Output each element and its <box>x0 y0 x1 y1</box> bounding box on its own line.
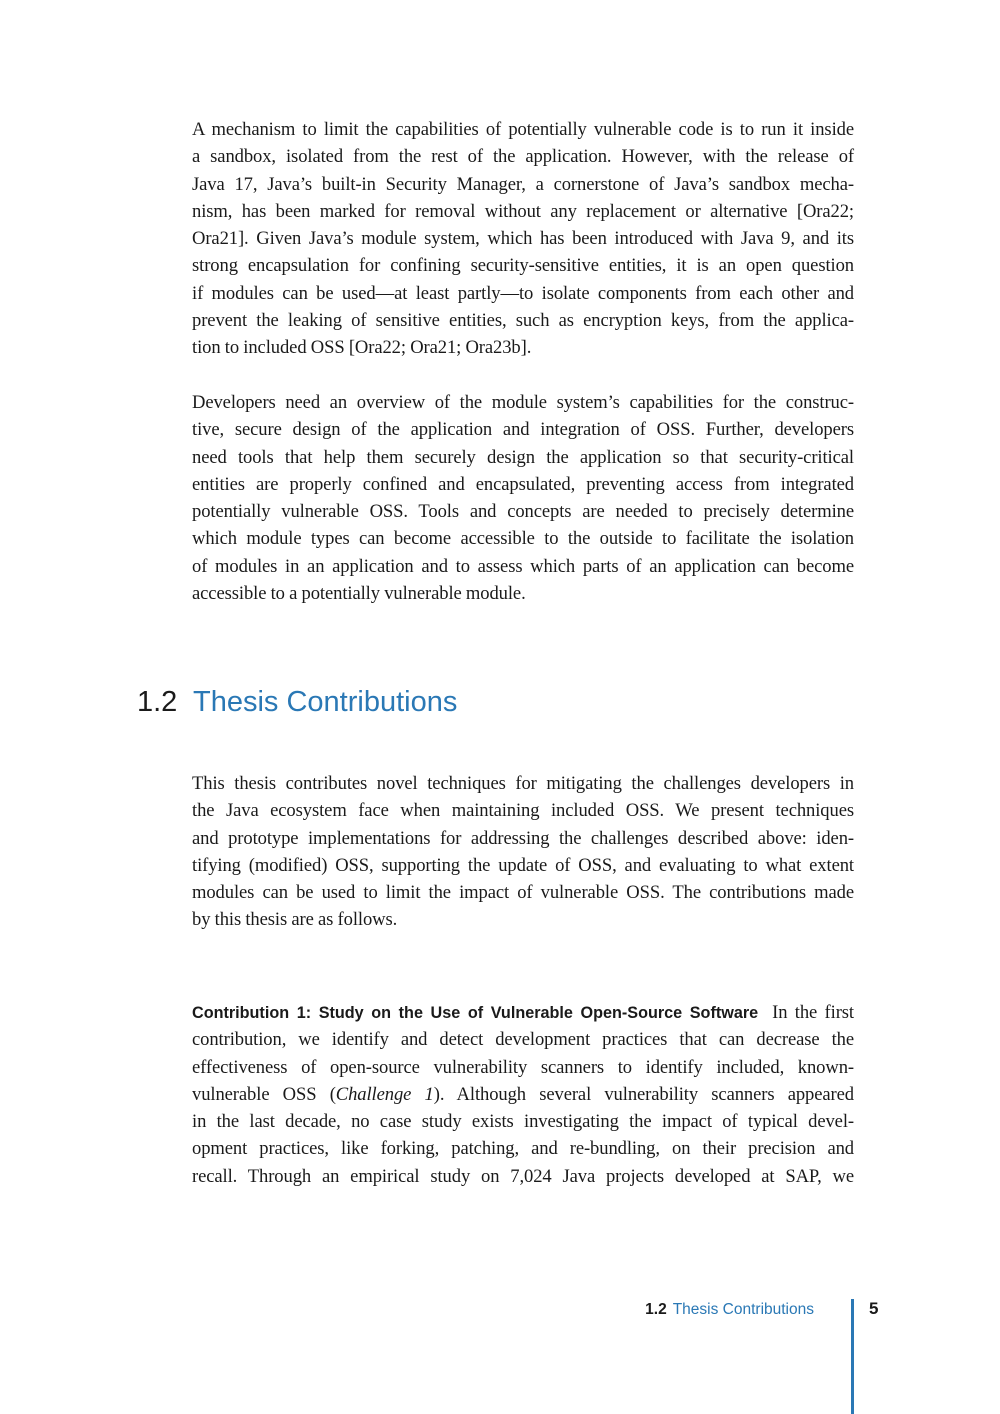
section-number: 1.2 <box>137 686 178 718</box>
text-line: contribution, we identify and detect development practices that can decrease the <box>192 1029 854 1051</box>
text-line: tive, secure design of the application and integration of OSS. Further, developers <box>192 419 854 441</box>
text-line: in the last decade, no case study exists investigating the impact of typical devel- <box>192 1111 854 1133</box>
challenge-reference: Challenge 1 <box>335 1083 434 1105</box>
text-line: need tools that help them securely design the application so that security-critical <box>192 446 854 468</box>
section-heading <box>137 682 457 722</box>
text-line: by this thesis are as follows. <box>192 909 398 931</box>
text-line: Java 17, Java’s built-in Security Manager, a cornerstone of Java’s sandbox mecha- <box>192 173 854 195</box>
footer-rule <box>851 1299 854 1414</box>
text-line: nism, has been marked for removal without any replacement or alternative [Ora22; <box>192 200 854 222</box>
text-line: entities are properly confined and encapsulated, preventing access from integrated <box>192 473 854 495</box>
text-line: Ora21]. Given Java’s module system, which has been introduced with Java 9, and its <box>192 228 854 250</box>
text-line: Developers need an overview of the module system’s capabilities for the construc- <box>192 392 854 413</box>
text-line: tifying (modified) OSS, supporting the update of OSS, and evaluating to what extent <box>192 854 854 876</box>
footer-section-title: Thesis Contributions <box>672 1301 814 1318</box>
contribution-1-paragraph <box>192 999 854 1190</box>
text-line <box>192 1081 854 1108</box>
text-line: recall. Through an empirical study on 7,024 Java projects developed at SAP, we <box>192 1165 854 1187</box>
text-line: potentially vulnerable OSS. Tools and concepts are needed to precisely determine <box>192 501 854 523</box>
text-line <box>192 999 854 1026</box>
section-title: Thesis Contributions <box>193 686 458 718</box>
paragraph-developers-overview <box>192 389 854 607</box>
text-fragment: vulnerable OSS ( <box>192 1083 336 1105</box>
text-line: the Java ecosystem face when maintaining included OSS. We present techniques <box>192 800 854 822</box>
text-line: strong encapsulation for confining security-sensitive entities, it is an open question <box>192 255 854 277</box>
text-line: prevent the leaking of sensitive entities, such as encryption keys, from the applica- <box>192 310 854 332</box>
contribution-heading: Contribution 1: Study on the Use of Vulnerable Open-Source Software <box>192 1004 759 1022</box>
page-number: 5 <box>869 1299 879 1318</box>
text-line: tion to included OSS [Ora22; Ora21; Ora23b]. <box>192 337 532 359</box>
text-line: effectiveness of open-source vulnerability scanners to identify included, known- <box>192 1056 854 1078</box>
text-line: a sandbox, isolated from the rest of the application. However, with the release of <box>192 146 854 168</box>
text-line: if modules can be used—at least partly—to isolate components from each other and <box>192 282 854 304</box>
text-line: of modules in an application and to assess which parts of an application can become <box>192 555 854 577</box>
text-line: A mechanism to limit the capabilities of potentially vulnerable code is to run it inside <box>192 119 854 140</box>
text-line: opment practices, like forking, patching, and re-bundling, on their precision and <box>192 1138 854 1160</box>
footer-section-number: 1.2 <box>645 1301 667 1318</box>
text-line: and prototype implementations for addressing the challenges described above: iden- <box>192 827 854 849</box>
paragraph-sandbox <box>192 116 854 362</box>
text-fragment: In the first <box>772 1002 854 1023</box>
text-line: This thesis contributes novel techniques for mitigating the challenges developers in <box>192 773 854 794</box>
text-line: accessible to a potentially vulnerable module. <box>192 583 526 605</box>
text-line: which module types can become accessible to the outside to facilitate the isolation <box>192 528 854 550</box>
text-line: modules can be used to limit the impact of vulnerable OSS. The contributions made <box>192 882 854 904</box>
text-fragment: ). Although several vulnerability scanners appeared <box>433 1083 854 1105</box>
paragraph-contributions-intro <box>192 770 854 934</box>
running-footer <box>645 1299 814 1321</box>
